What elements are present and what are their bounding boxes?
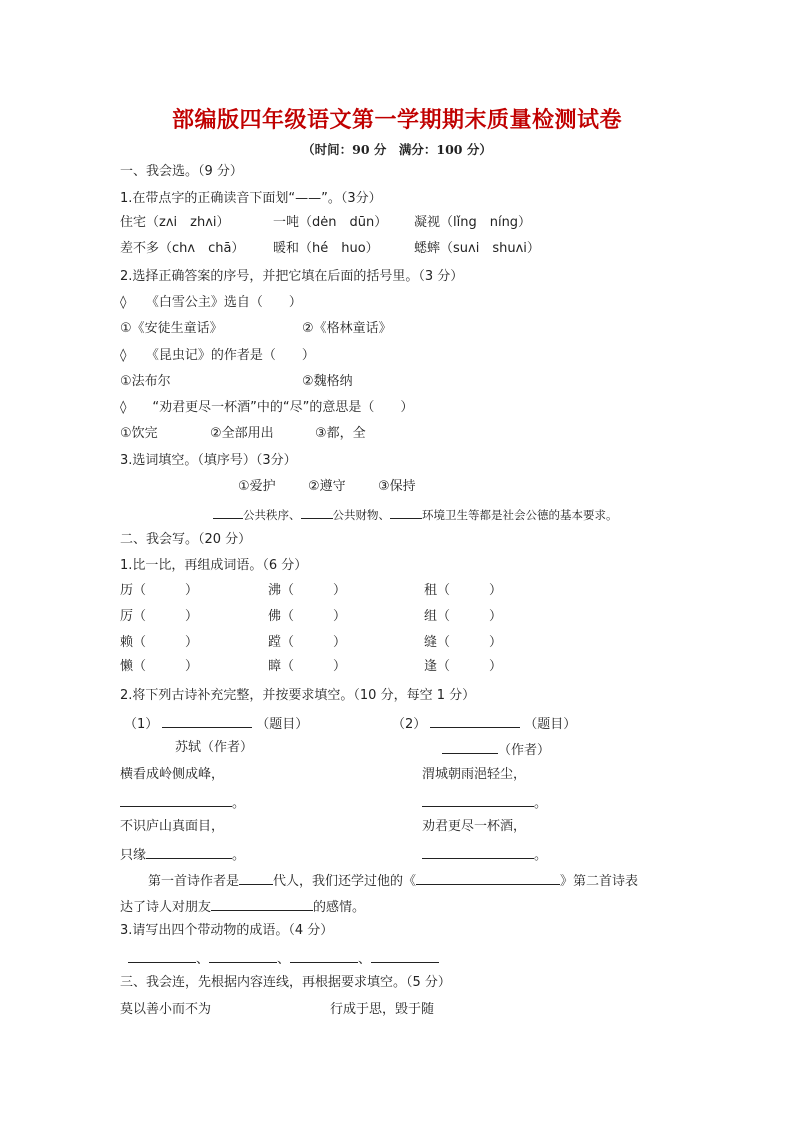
pinyin-item: 凝视（lǐng níng）: [414, 215, 532, 230]
word-option: ①爱护: [238, 479, 276, 494]
poem-title-blank[interactable]: [430, 713, 520, 728]
author-blank[interactable]: [442, 739, 498, 754]
answer-blank[interactable]: [209, 948, 277, 963]
separator: 、: [358, 952, 372, 967]
word-pair: 赖（ ）: [120, 635, 199, 650]
note-text: 》第二首诗表: [560, 874, 639, 889]
section-1-heading: 一、我会选。（9 分）: [120, 164, 243, 179]
sentence-part: 公共秩序、: [243, 508, 301, 522]
q2-2-prompt: 2.将下列古诗补充完整，并按要求填空。（10 分，每空 1 分）: [120, 688, 476, 703]
pinyin-item: 差不多（chʌ chā）: [120, 241, 245, 256]
q1-1-prompt: 1.在带点字的正确读音下面划“——”。（3分）: [120, 191, 382, 206]
answer-blank[interactable]: [239, 870, 273, 885]
answer-blank[interactable]: [422, 844, 534, 859]
pinyin-item: 一吨（dėn dūn）: [273, 215, 388, 230]
answer-blank[interactable]: [390, 504, 422, 519]
exam-subtitle: （时间：90 分 满分：100 分）: [302, 142, 492, 157]
poem-1-title-row: [124, 713, 308, 734]
separator: 、: [196, 952, 210, 967]
answer-blank[interactable]: [301, 504, 333, 519]
poem-line: 渭城朝雨浥轻尘，: [422, 767, 527, 782]
choice-question: ◊ 《昆虫记》的作者是（ ）: [120, 348, 315, 363]
word-pair: 厉（ ）: [120, 609, 199, 624]
word-pair: 历（ ）: [120, 583, 199, 598]
title-label: （题目）: [256, 717, 309, 732]
answer-blank[interactable]: [120, 792, 232, 807]
sentence-part: 环境卫生等都是社会公德的基本要求。: [422, 508, 618, 522]
poem-line-prefix: 只缘: [120, 848, 147, 863]
answer-blank[interactable]: [422, 792, 534, 807]
author-label: （作者）: [498, 743, 551, 758]
word-option: ②遵守: [308, 479, 346, 494]
pinyin-item: 住宅（zʌi zhʌi）: [120, 215, 230, 230]
word-pair: 佛（ ）: [268, 609, 347, 624]
choice-option: ①饮完: [120, 426, 158, 441]
choice-question: ◊ “劝君更尽一杯酒”中的“尽”的意思是（ ）: [120, 400, 414, 415]
poem-note-line-1: [148, 870, 638, 891]
choice-option: ②魏格纳: [302, 374, 353, 389]
pinyin-item: 暖和（hé huo）: [273, 241, 379, 256]
title-label: （题目）: [524, 717, 577, 732]
poem-line: 横看成岭侧成峰，: [120, 767, 225, 782]
section-3-heading: 三、我会连，先根据内容连线，再根据要求填空。（5 分）: [120, 975, 451, 990]
q2-3-prompt: 3.请写出四个带动物的成语。（4 分）: [120, 923, 334, 938]
section-2-heading: 二、我会写。（20 分）: [120, 532, 252, 547]
pinyin-item: 蟋蟀（suʌi shuʌi）: [414, 241, 540, 256]
poem-number: （2）: [392, 717, 427, 732]
note-text: 的感情。: [313, 900, 366, 915]
choice-option: ①《安徒生童话》: [120, 321, 223, 336]
q1-3-prompt: 3.选词填空。（填序号）（3分）: [120, 453, 297, 468]
answer-blank[interactable]: [128, 948, 196, 963]
exam-title: 部编版四年级语文第一学期期末质量检测试卷: [171, 107, 622, 133]
poem-blank-line: [422, 844, 547, 865]
word-pair: 蹚（ ）: [268, 635, 347, 650]
word-pair: 组（ ）: [424, 609, 503, 624]
poem-number: （1）: [124, 717, 159, 732]
poem-2-author-row: [442, 739, 550, 760]
word-pair: 沸（ ）: [268, 583, 347, 598]
poem-line: 劝君更尽一杯酒，: [422, 819, 527, 834]
period: 。: [534, 796, 548, 811]
poem-note-line-2: [120, 896, 365, 917]
choice-question: ◊ 《白雪公主》选自（ ）: [120, 295, 302, 310]
word-pair: 缝（ ）: [424, 635, 503, 650]
poem-2-title-row: [392, 713, 576, 734]
answer-blank[interactable]: [371, 948, 439, 963]
fill-sentence: [213, 504, 618, 524]
word-pair: 租（ ）: [424, 583, 503, 598]
poem-1-author: 苏轼（作者）: [175, 740, 254, 755]
note-text: 代人，我们还学过他的《: [273, 874, 417, 889]
poem-line: 不识庐山真面目，: [120, 819, 225, 834]
match-right-item[interactable]: 行成于思，毁于随: [330, 1002, 435, 1017]
word-pair: 逢（ ）: [424, 659, 503, 674]
choice-option: ②《格林童话》: [302, 321, 392, 336]
idiom-blanks: [128, 948, 439, 969]
poem-title-blank[interactable]: [162, 713, 252, 728]
q1-2-prompt: 2.选择正确答案的序号，并把它填在后面的括号里。（3 分）: [120, 269, 464, 284]
separator: 、: [277, 952, 291, 967]
choice-option: ②全部用出: [210, 426, 274, 441]
q2-1-prompt: 1.比一比，再组成词语。（6 分）: [120, 558, 308, 573]
answer-blank[interactable]: [290, 948, 358, 963]
answer-blank[interactable]: [416, 870, 560, 885]
choice-option: ③都，全: [315, 426, 366, 441]
period: 。: [232, 848, 246, 863]
answer-blank[interactable]: [146, 844, 232, 859]
match-left-item[interactable]: 莫以善小而不为: [120, 1002, 212, 1017]
answer-blank[interactable]: [211, 896, 313, 911]
word-pair: 瞕（ ）: [268, 659, 347, 674]
poem-blank-line: [120, 844, 245, 865]
poem-blank-line: [120, 792, 245, 813]
note-text: 第一首诗作者是: [148, 874, 240, 889]
note-text: 达了诗人对朋友: [120, 900, 212, 915]
poem-blank-line: [422, 792, 547, 813]
word-pair: 懒（ ）: [120, 659, 199, 674]
sentence-part: 公共财物、: [332, 508, 390, 522]
period: 。: [232, 796, 246, 811]
answer-blank[interactable]: [213, 504, 243, 519]
period: 。: [534, 848, 548, 863]
choice-option: ①法布尔: [120, 374, 171, 389]
word-option: ③保持: [378, 479, 416, 494]
